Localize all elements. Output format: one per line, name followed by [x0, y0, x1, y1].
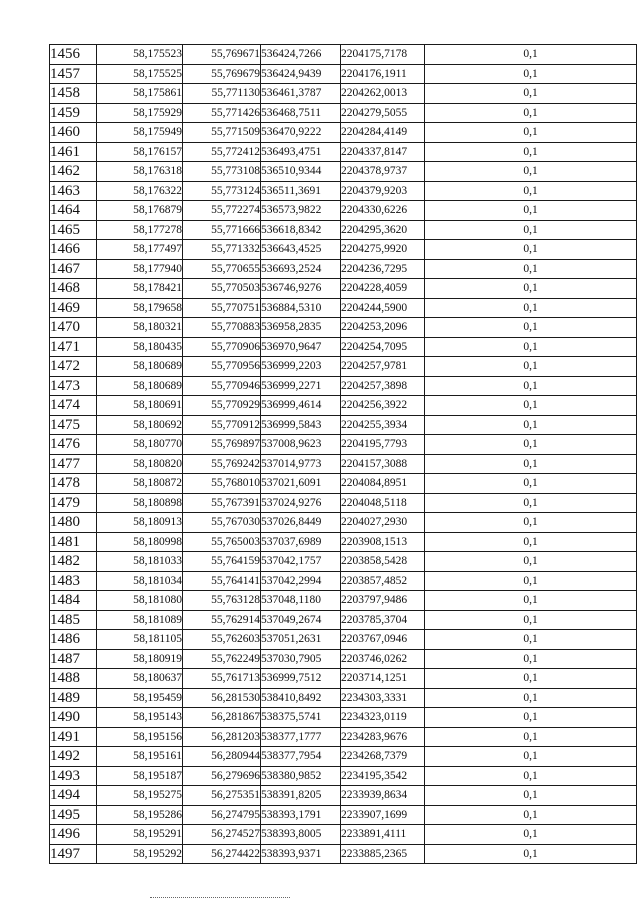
longitude-cell: 55,771509 [183, 123, 261, 143]
y-coordinate-cell: 2204275,9920 [341, 240, 425, 260]
longitude-cell: 55,769671 [183, 45, 261, 65]
accuracy-cell: 0,1 [425, 279, 637, 299]
latitude-cell: 58,180872 [97, 474, 183, 494]
latitude-cell: 58,177278 [97, 220, 183, 240]
y-coordinate-cell: 2204257,3898 [341, 376, 425, 396]
latitude-cell: 58,180692 [97, 415, 183, 435]
accuracy-cell: 0,1 [425, 727, 637, 747]
accuracy-cell: 0,1 [425, 240, 637, 260]
table-row [50, 669, 637, 689]
point-number-cell: 1493 [50, 766, 97, 786]
accuracy-cell: 0,1 [425, 396, 637, 416]
x-coordinate-cell: 536573,9822 [261, 201, 341, 221]
latitude-cell: 58,181033 [97, 552, 183, 572]
accuracy-cell: 0,1 [425, 669, 637, 689]
y-coordinate-cell: 2203714,1251 [341, 669, 425, 689]
page-footer-marks [150, 897, 290, 902]
y-coordinate-cell: 2204379,9203 [341, 181, 425, 201]
x-coordinate-cell: 538410,8492 [261, 688, 341, 708]
point-number-cell: 1471 [50, 337, 97, 357]
latitude-cell: 58,180689 [97, 357, 183, 377]
point-number-cell: 1456 [50, 45, 97, 65]
longitude-cell: 56,281530 [183, 688, 261, 708]
table-row [50, 727, 637, 747]
table-row [50, 532, 637, 552]
x-coordinate-cell: 536970,9647 [261, 337, 341, 357]
x-coordinate-cell: 536746,9276 [261, 279, 341, 299]
x-coordinate-cell: 536999,7512 [261, 669, 341, 689]
latitude-cell: 58,180919 [97, 649, 183, 669]
x-coordinate-cell: 536999,5843 [261, 415, 341, 435]
accuracy-cell: 0,1 [425, 201, 637, 221]
latitude-cell: 58,180913 [97, 513, 183, 533]
latitude-cell: 58,178421 [97, 279, 183, 299]
table-row [50, 649, 637, 669]
y-coordinate-cell: 2204256,3922 [341, 396, 425, 416]
accuracy-cell: 0,1 [425, 84, 637, 104]
y-coordinate-cell: 2234268,7379 [341, 747, 425, 767]
longitude-cell: 55,770655 [183, 259, 261, 279]
table-row [50, 844, 637, 864]
longitude-cell: 55,771426 [183, 103, 261, 123]
x-coordinate-cell: 537051,2631 [261, 630, 341, 650]
latitude-cell: 58,180637 [97, 669, 183, 689]
table-row [50, 376, 637, 396]
latitude-cell: 58,195156 [97, 727, 183, 747]
longitude-cell: 55,771332 [183, 240, 261, 260]
longitude-cell: 55,763128 [183, 591, 261, 611]
y-coordinate-cell: 2204255,3934 [341, 415, 425, 435]
accuracy-cell: 0,1 [425, 259, 637, 279]
x-coordinate-cell: 536424,9439 [261, 64, 341, 84]
x-coordinate-cell: 537014,9773 [261, 454, 341, 474]
longitude-cell: 55,770912 [183, 415, 261, 435]
table-row [50, 552, 637, 572]
accuracy-cell: 0,1 [425, 688, 637, 708]
latitude-cell: 58,175523 [97, 45, 183, 65]
point-number-cell: 1490 [50, 708, 97, 728]
accuracy-cell: 0,1 [425, 708, 637, 728]
table-row [50, 591, 637, 611]
latitude-cell: 58,177940 [97, 259, 183, 279]
point-number-cell: 1461 [50, 142, 97, 162]
longitude-cell: 55,762914 [183, 610, 261, 630]
longitude-cell: 55,765003 [183, 532, 261, 552]
y-coordinate-cell: 2204236,7295 [341, 259, 425, 279]
table-row [50, 142, 637, 162]
accuracy-cell: 0,1 [425, 747, 637, 767]
x-coordinate-cell: 536999,4614 [261, 396, 341, 416]
accuracy-cell: 0,1 [425, 805, 637, 825]
longitude-cell: 55,769242 [183, 454, 261, 474]
accuracy-cell: 0,1 [425, 786, 637, 806]
table-row [50, 493, 637, 513]
accuracy-cell: 0,1 [425, 649, 637, 669]
longitude-cell: 56,274527 [183, 825, 261, 845]
point-number-cell: 1496 [50, 825, 97, 845]
table-row [50, 259, 637, 279]
y-coordinate-cell: 2204084,8951 [341, 474, 425, 494]
point-number-cell: 1494 [50, 786, 97, 806]
latitude-cell: 58,195161 [97, 747, 183, 767]
latitude-cell: 58,195143 [97, 708, 183, 728]
latitude-cell: 58,175949 [97, 123, 183, 143]
x-coordinate-cell: 537042,1757 [261, 552, 341, 572]
longitude-cell: 55,767391 [183, 493, 261, 513]
x-coordinate-cell: 537042,2994 [261, 571, 341, 591]
x-coordinate-cell: 536884,5310 [261, 298, 341, 318]
longitude-cell: 55,771666 [183, 220, 261, 240]
point-number-cell: 1480 [50, 513, 97, 533]
table-row [50, 571, 637, 591]
point-number-cell: 1487 [50, 649, 97, 669]
point-number-cell: 1469 [50, 298, 97, 318]
y-coordinate-cell: 2233891,4111 [341, 825, 425, 845]
point-number-cell: 1486 [50, 630, 97, 650]
accuracy-cell: 0,1 [425, 552, 637, 572]
longitude-cell: 55,764159 [183, 552, 261, 572]
point-number-cell: 1457 [50, 64, 97, 84]
accuracy-cell: 0,1 [425, 337, 637, 357]
x-coordinate-cell: 536958,2835 [261, 318, 341, 338]
point-number-cell: 1462 [50, 162, 97, 182]
table-row [50, 337, 637, 357]
latitude-cell: 58,195291 [97, 825, 183, 845]
latitude-cell: 58,195292 [97, 844, 183, 864]
point-number-cell: 1478 [50, 474, 97, 494]
accuracy-cell: 0,1 [425, 474, 637, 494]
y-coordinate-cell: 2204157,3088 [341, 454, 425, 474]
table-row [50, 201, 637, 221]
x-coordinate-cell: 536643,4525 [261, 240, 341, 260]
x-coordinate-cell: 536999,2271 [261, 376, 341, 396]
y-coordinate-cell: 2204253,2096 [341, 318, 425, 338]
point-number-cell: 1492 [50, 747, 97, 767]
latitude-cell: 58,195187 [97, 766, 183, 786]
accuracy-cell: 0,1 [425, 532, 637, 552]
y-coordinate-cell: 2233907,1699 [341, 805, 425, 825]
y-coordinate-cell: 2204027,2930 [341, 513, 425, 533]
x-coordinate-cell: 536511,3691 [261, 181, 341, 201]
x-coordinate-cell: 537024,9276 [261, 493, 341, 513]
y-coordinate-cell: 2203785,3704 [341, 610, 425, 630]
point-number-cell: 1482 [50, 552, 97, 572]
accuracy-cell: 0,1 [425, 493, 637, 513]
x-coordinate-cell: 536468,7511 [261, 103, 341, 123]
accuracy-cell: 0,1 [425, 610, 637, 630]
point-number-cell: 1477 [50, 454, 97, 474]
x-coordinate-cell: 536461,3787 [261, 84, 341, 104]
accuracy-cell: 0,1 [425, 766, 637, 786]
latitude-cell: 58,181080 [97, 591, 183, 611]
x-coordinate-cell: 538380,9852 [261, 766, 341, 786]
x-coordinate-cell: 537037,6989 [261, 532, 341, 552]
x-coordinate-cell: 538391,8205 [261, 786, 341, 806]
table-row [50, 318, 637, 338]
latitude-cell: 58,175929 [97, 103, 183, 123]
coordinates-table-body [50, 45, 637, 864]
table-row [50, 415, 637, 435]
longitude-cell: 55,770883 [183, 318, 261, 338]
table-row [50, 747, 637, 767]
longitude-cell: 56,281203 [183, 727, 261, 747]
latitude-cell: 58,176322 [97, 181, 183, 201]
latitude-cell: 58,176879 [97, 201, 183, 221]
accuracy-cell: 0,1 [425, 571, 637, 591]
longitude-cell: 55,771130 [183, 84, 261, 104]
table-row [50, 357, 637, 377]
longitude-cell: 55,762249 [183, 649, 261, 669]
y-coordinate-cell: 2204378,9737 [341, 162, 425, 182]
longitude-cell: 56,281867 [183, 708, 261, 728]
x-coordinate-cell: 536424,7266 [261, 45, 341, 65]
table-row [50, 45, 637, 65]
table-row [50, 825, 637, 845]
latitude-cell: 58,180820 [97, 454, 183, 474]
y-coordinate-cell: 2234323,0119 [341, 708, 425, 728]
table-row [50, 805, 637, 825]
latitude-cell: 58,176318 [97, 162, 183, 182]
longitude-cell: 55,762603 [183, 630, 261, 650]
y-coordinate-cell: 2204257,9781 [341, 357, 425, 377]
point-number-cell: 1468 [50, 279, 97, 299]
x-coordinate-cell: 538393,1791 [261, 805, 341, 825]
latitude-cell: 58,175525 [97, 64, 183, 84]
y-coordinate-cell: 2204048,5118 [341, 493, 425, 513]
y-coordinate-cell: 2204195,7793 [341, 435, 425, 455]
longitude-cell: 55,770929 [183, 396, 261, 416]
latitude-cell: 58,175861 [97, 84, 183, 104]
longitude-cell: 55,768010 [183, 474, 261, 494]
point-number-cell: 1465 [50, 220, 97, 240]
longitude-cell: 56,280944 [183, 747, 261, 767]
y-coordinate-cell: 2204228,4059 [341, 279, 425, 299]
table-row [50, 786, 637, 806]
longitude-cell: 55,772274 [183, 201, 261, 221]
longitude-cell: 56,279696 [183, 766, 261, 786]
table-row [50, 766, 637, 786]
accuracy-cell: 0,1 [425, 454, 637, 474]
x-coordinate-cell: 536999,2203 [261, 357, 341, 377]
table-row [50, 181, 637, 201]
longitude-cell: 55,772412 [183, 142, 261, 162]
y-coordinate-cell: 2204244,5900 [341, 298, 425, 318]
y-coordinate-cell: 2204175,7178 [341, 45, 425, 65]
point-number-cell: 1489 [50, 688, 97, 708]
accuracy-cell: 0,1 [425, 220, 637, 240]
x-coordinate-cell: 537048,1180 [261, 591, 341, 611]
accuracy-cell: 0,1 [425, 142, 637, 162]
longitude-cell: 56,274422 [183, 844, 261, 864]
x-coordinate-cell: 537049,2674 [261, 610, 341, 630]
x-coordinate-cell: 538375,5741 [261, 708, 341, 728]
table-row [50, 513, 637, 533]
latitude-cell: 58,180998 [97, 532, 183, 552]
table-row [50, 396, 637, 416]
latitude-cell: 58,180689 [97, 376, 183, 396]
x-coordinate-cell: 536693,2524 [261, 259, 341, 279]
accuracy-cell: 0,1 [425, 298, 637, 318]
table-row [50, 279, 637, 299]
accuracy-cell: 0,1 [425, 415, 637, 435]
accuracy-cell: 0,1 [425, 844, 637, 864]
longitude-cell: 55,764141 [183, 571, 261, 591]
x-coordinate-cell: 536493,4751 [261, 142, 341, 162]
longitude-cell: 55,769679 [183, 64, 261, 84]
point-number-cell: 1483 [50, 571, 97, 591]
point-number-cell: 1470 [50, 318, 97, 338]
longitude-cell: 55,770956 [183, 357, 261, 377]
point-number-cell: 1488 [50, 669, 97, 689]
longitude-cell: 55,770946 [183, 376, 261, 396]
latitude-cell: 58,180435 [97, 337, 183, 357]
accuracy-cell: 0,1 [425, 64, 637, 84]
y-coordinate-cell: 2203908,1513 [341, 532, 425, 552]
table-row [50, 435, 637, 455]
latitude-cell: 58,180691 [97, 396, 183, 416]
y-coordinate-cell: 2204330,6226 [341, 201, 425, 221]
point-number-cell: 1479 [50, 493, 97, 513]
longitude-cell: 56,275351 [183, 786, 261, 806]
point-number-cell: 1497 [50, 844, 97, 864]
table-row [50, 103, 637, 123]
y-coordinate-cell: 2234195,3542 [341, 766, 425, 786]
point-number-cell: 1466 [50, 240, 97, 260]
point-number-cell: 1463 [50, 181, 97, 201]
longitude-cell: 55,761713 [183, 669, 261, 689]
accuracy-cell: 0,1 [425, 103, 637, 123]
x-coordinate-cell: 536510,9344 [261, 162, 341, 182]
table-row [50, 688, 637, 708]
x-coordinate-cell: 538393,8005 [261, 825, 341, 845]
accuracy-cell: 0,1 [425, 357, 637, 377]
latitude-cell: 58,180770 [97, 435, 183, 455]
table-row [50, 630, 637, 650]
point-number-cell: 1495 [50, 805, 97, 825]
table-row [50, 64, 637, 84]
point-number-cell: 1484 [50, 591, 97, 611]
table-row [50, 84, 637, 104]
y-coordinate-cell: 2234283,9676 [341, 727, 425, 747]
latitude-cell: 58,195275 [97, 786, 183, 806]
y-coordinate-cell: 2203767,0946 [341, 630, 425, 650]
y-coordinate-cell: 2203797,9486 [341, 591, 425, 611]
point-number-cell: 1481 [50, 532, 97, 552]
x-coordinate-cell: 538377,7954 [261, 747, 341, 767]
table-row [50, 123, 637, 143]
latitude-cell: 58,179658 [97, 298, 183, 318]
point-number-cell: 1464 [50, 201, 97, 221]
latitude-cell: 58,181089 [97, 610, 183, 630]
latitude-cell: 58,195286 [97, 805, 183, 825]
point-number-cell: 1467 [50, 259, 97, 279]
accuracy-cell: 0,1 [425, 513, 637, 533]
y-coordinate-cell: 2203858,5428 [341, 552, 425, 572]
point-number-cell: 1460 [50, 123, 97, 143]
x-coordinate-cell: 536618,8342 [261, 220, 341, 240]
latitude-cell: 58,177497 [97, 240, 183, 260]
x-coordinate-cell: 538393,9371 [261, 844, 341, 864]
x-coordinate-cell: 537030,7905 [261, 649, 341, 669]
latitude-cell: 58,180898 [97, 493, 183, 513]
y-coordinate-cell: 2204279,5055 [341, 103, 425, 123]
longitude-cell: 55,770906 [183, 337, 261, 357]
point-number-cell: 1475 [50, 415, 97, 435]
y-coordinate-cell: 2204337,8147 [341, 142, 425, 162]
x-coordinate-cell: 537021,6091 [261, 474, 341, 494]
accuracy-cell: 0,1 [425, 825, 637, 845]
accuracy-cell: 0,1 [425, 45, 637, 65]
accuracy-cell: 0,1 [425, 123, 637, 143]
point-number-cell: 1458 [50, 84, 97, 104]
point-number-cell: 1472 [50, 357, 97, 377]
y-coordinate-cell: 2204254,7095 [341, 337, 425, 357]
accuracy-cell: 0,1 [425, 376, 637, 396]
table-row [50, 220, 637, 240]
table-row [50, 298, 637, 318]
table-row [50, 708, 637, 728]
longitude-cell: 56,274795 [183, 805, 261, 825]
accuracy-cell: 0,1 [425, 181, 637, 201]
y-coordinate-cell: 2203857,4852 [341, 571, 425, 591]
point-number-cell: 1473 [50, 376, 97, 396]
y-coordinate-cell: 2204262,0013 [341, 84, 425, 104]
x-coordinate-cell: 538377,1777 [261, 727, 341, 747]
latitude-cell: 58,181105 [97, 630, 183, 650]
latitude-cell: 58,176157 [97, 142, 183, 162]
longitude-cell: 55,770751 [183, 298, 261, 318]
point-number-cell: 1485 [50, 610, 97, 630]
latitude-cell: 58,181034 [97, 571, 183, 591]
y-coordinate-cell: 2204295,3620 [341, 220, 425, 240]
y-coordinate-cell: 2233939,8634 [341, 786, 425, 806]
accuracy-cell: 0,1 [425, 591, 637, 611]
x-coordinate-cell: 537008,9623 [261, 435, 341, 455]
point-number-cell: 1474 [50, 396, 97, 416]
y-coordinate-cell: 2234303,3331 [341, 688, 425, 708]
latitude-cell: 58,195459 [97, 688, 183, 708]
x-coordinate-cell: 537026,8449 [261, 513, 341, 533]
y-coordinate-cell: 2204284,4149 [341, 123, 425, 143]
accuracy-cell: 0,1 [425, 435, 637, 455]
accuracy-cell: 0,1 [425, 318, 637, 338]
point-number-cell: 1491 [50, 727, 97, 747]
y-coordinate-cell: 2204176,1911 [341, 64, 425, 84]
longitude-cell: 55,769897 [183, 435, 261, 455]
x-coordinate-cell: 536470,9222 [261, 123, 341, 143]
latitude-cell: 58,180321 [97, 318, 183, 338]
accuracy-cell: 0,1 [425, 630, 637, 650]
table-row [50, 474, 637, 494]
point-number-cell: 1459 [50, 103, 97, 123]
table-row [50, 240, 637, 260]
y-coordinate-cell: 2203746,0262 [341, 649, 425, 669]
table-row [50, 162, 637, 182]
table-row [50, 454, 637, 474]
y-coordinate-cell: 2233885,2365 [341, 844, 425, 864]
longitude-cell: 55,770503 [183, 279, 261, 299]
longitude-cell: 55,773124 [183, 181, 261, 201]
longitude-cell: 55,767030 [183, 513, 261, 533]
coordinates-table [49, 44, 637, 864]
accuracy-cell: 0,1 [425, 162, 637, 182]
point-number-cell: 1476 [50, 435, 97, 455]
table-row [50, 610, 637, 630]
longitude-cell: 55,773108 [183, 162, 261, 182]
